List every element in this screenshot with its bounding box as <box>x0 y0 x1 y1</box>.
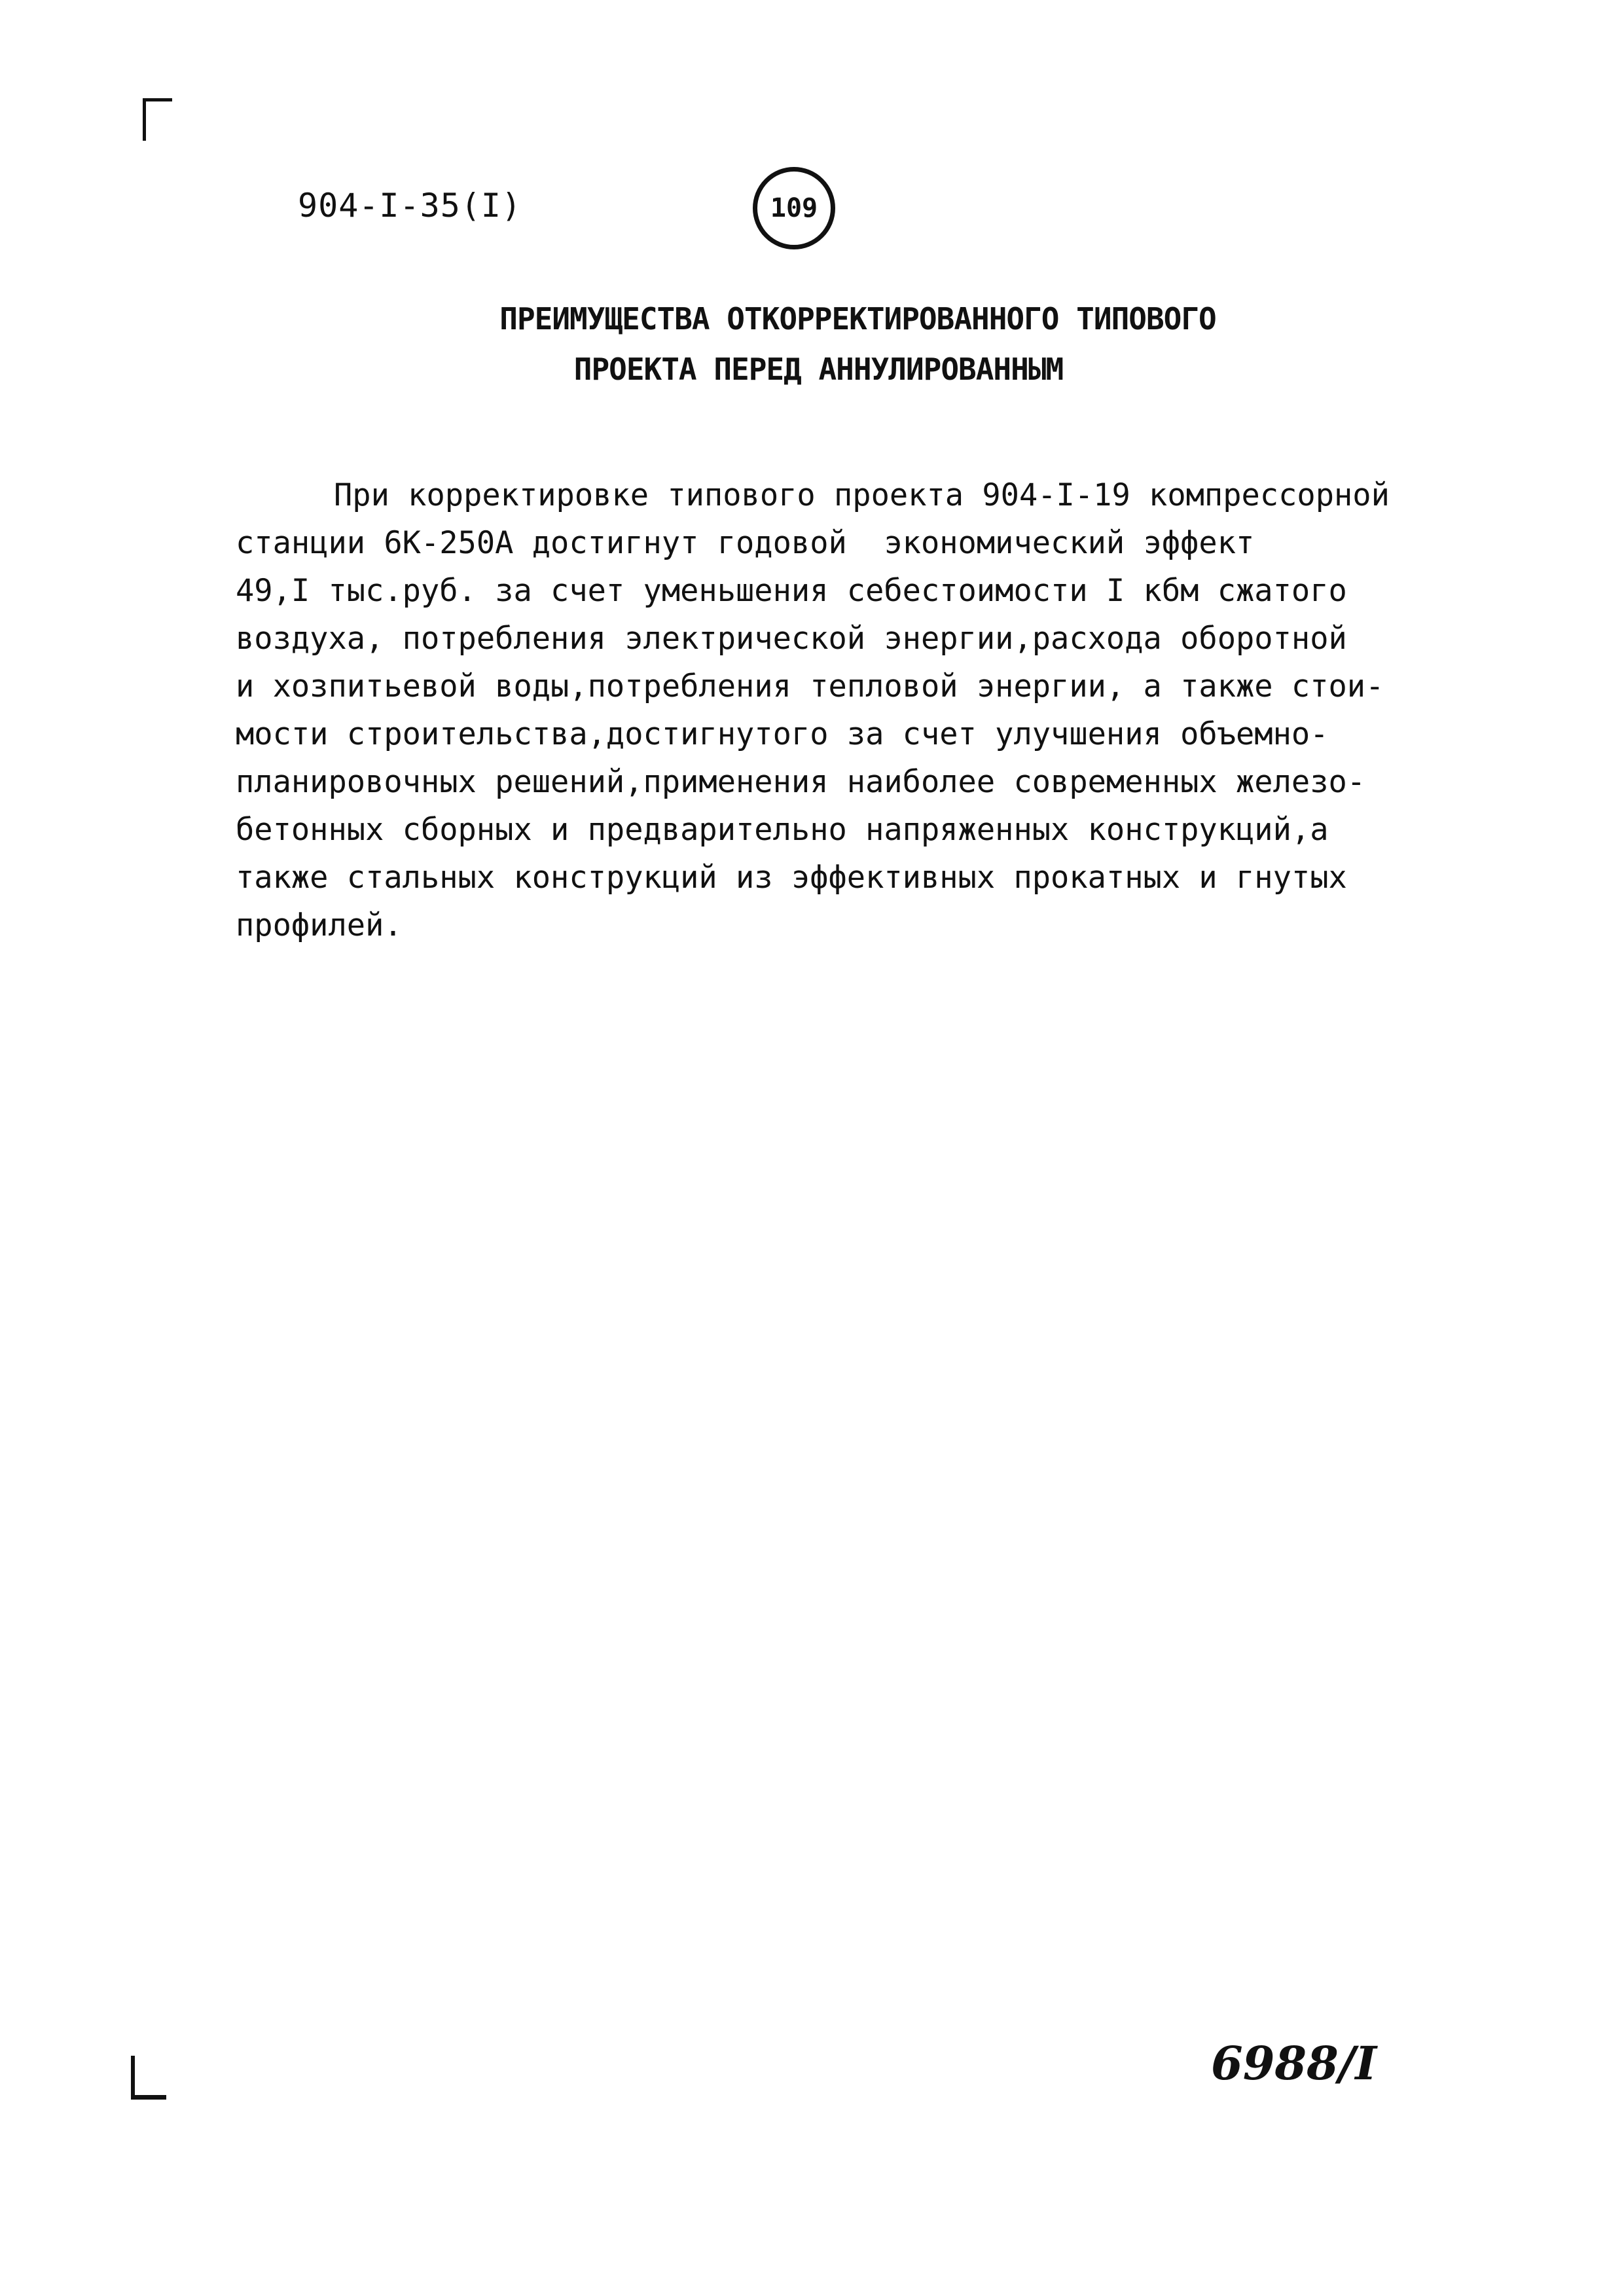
page-number-stamp <box>753 167 835 249</box>
body-line: 49,I тыс.руб. за счет уменьшения себестоимости I кбм сжатого <box>236 573 1347 609</box>
body-line: также стальных конструкций из эффективных прокатных и гнутых <box>236 860 1347 896</box>
body-line: При корректировке типового проекта 904-I-19 компрессорной <box>334 477 1390 513</box>
body-line: бетонных сборных и предварительно напряженных конструкций,а <box>236 812 1329 848</box>
title-line-2: ПРОЕКТА ПЕРЕД АННУЛИРОВАННЫМ <box>573 352 1064 387</box>
title-line-1: ПРЕИМУЩЕСТВА ОТКОРРЕКТИРОВАННОГО ТИПОВОГО <box>499 301 1216 337</box>
body-line: станции 6К-250А достигнут годовой экономический эффект <box>236 525 1255 561</box>
archive-number: 6988/I <box>1211 2036 1377 2090</box>
corner-mark-top-left <box>143 98 172 141</box>
body-line: мости строительства,достигнутого за счет улучшения объемно- <box>236 716 1329 752</box>
body-line: и хозпитьевой воды,потребления тепловой энергии, а также стои- <box>236 668 1384 704</box>
corner-mark-bottom-left <box>131 2056 166 2100</box>
body-paragraph <box>236 471 1414 949</box>
page-number-stamp-text: 109 <box>770 193 818 223</box>
document-number: 904-I-35(I) <box>298 187 522 225</box>
body-line: профилей. <box>236 907 403 943</box>
body-line: планировочных решений,применения наиболее современных железо- <box>236 764 1366 800</box>
body-line: воздуха, потребления электрической энергии,расхода оборотной <box>236 621 1347 657</box>
